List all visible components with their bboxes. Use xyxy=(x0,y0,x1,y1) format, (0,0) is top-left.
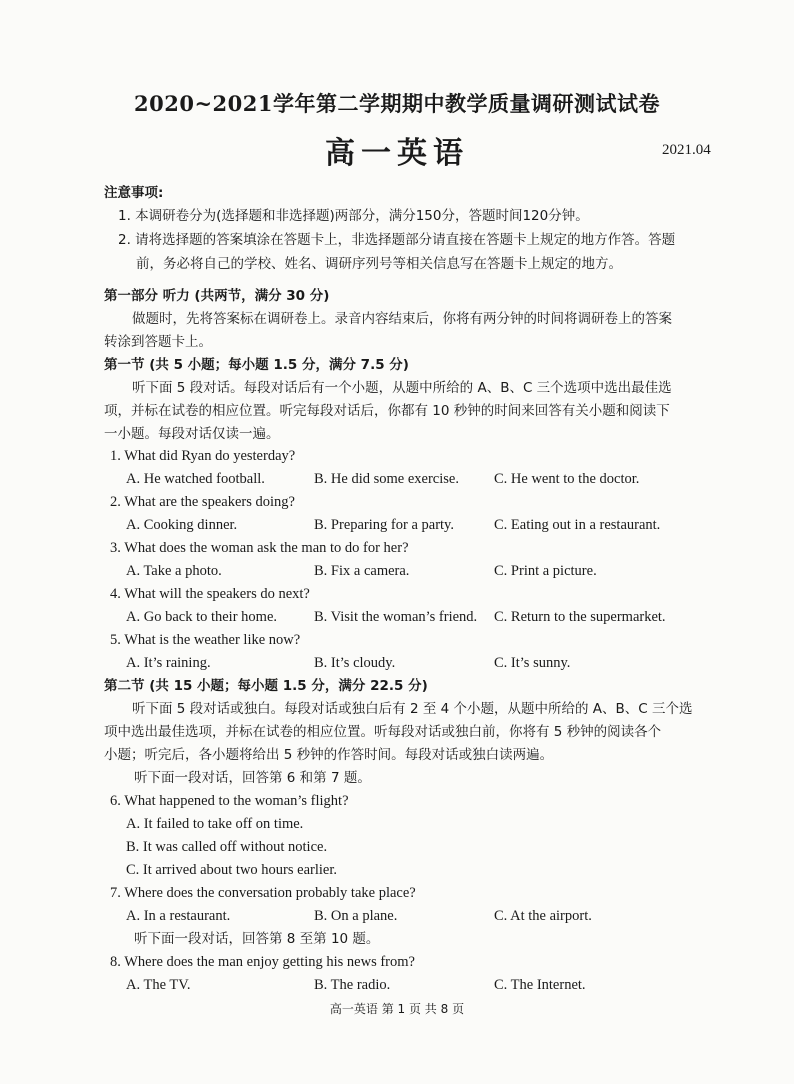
question-2-option-b: B. Preparing for a party. xyxy=(314,517,454,533)
page-footer: 高一英语 第 1 页 共 8 页 xyxy=(329,1002,465,1016)
section1-instruction-line-2: 项，并标在试卷的相应位置。听完每段对话后，你都有 10 秒钟的时间来回答有关小题和阅读下 xyxy=(104,403,670,419)
exam-date: 2021.04 xyxy=(662,142,711,158)
dialog-1-instruction: 听下面一段对话，回答第 6 和第 7 题。 xyxy=(134,770,371,786)
section2-instruction-line-2: 项中选出最佳选项，并标在试卷的相应位置。听每段对话或独白前，你将有 5 秒钟的阅读各个 xyxy=(104,724,662,740)
question-1-stem: 1. What did Ryan do yesterday? xyxy=(110,448,296,464)
question-5-option-b: B. It’s cloudy. xyxy=(314,655,396,671)
question-4-option-a: A. Go back to their home. xyxy=(126,609,278,625)
section1-instruction-line-1: 听下面 5 段对话。每段对话后有一个小题，从题中所给的 A、B、C 三个选项中选出最佳选 xyxy=(132,380,672,396)
question-6-option-b: B. It was called off without notice. xyxy=(126,839,328,855)
question-6-option-a: A. It failed to take off on time. xyxy=(126,816,304,832)
subject-title: 高一英语 xyxy=(325,136,469,171)
question-8-option-a: A. The TV. xyxy=(126,977,191,993)
question-7-option-b: B. On a plane. xyxy=(314,908,398,924)
question-5-stem: 5. What is the weather like now? xyxy=(110,632,301,648)
part1-heading: 第一部分 听力 (共两节，满分 30 分) xyxy=(104,288,330,304)
section2-instruction-line-3: 小题；听完后，各小题将给出 5 秒钟的作答时间。每段对话或独白读两遍。 xyxy=(104,747,554,763)
question-3-option-c: C. Print a picture. xyxy=(494,563,597,579)
question-8-stem: 8. Where does the man enjoy getting his news from? xyxy=(110,954,415,970)
question-1-option-b: B. He did some exercise. xyxy=(314,471,459,487)
section1-instruction-line-3: 一小题。每段对话仅读一遍。 xyxy=(104,426,280,442)
question-4-option-b: B. Visit the woman’s friend. xyxy=(314,609,478,625)
notes-item-2-line-1: 2. 请将选择题的答案填涂在答题卡上，非选择题部分请直接在答题卡上规定的地方作答。答题 xyxy=(118,232,676,248)
question-2-option-c: C. Eating out in a restaurant. xyxy=(494,517,661,533)
dialog-2-instruction: 听下面一段对话，回答第 8 至第 10 题。 xyxy=(134,931,380,947)
question-8-option-c: C. The Internet. xyxy=(494,977,586,993)
question-7-option-a: A. In a restaurant. xyxy=(126,908,231,924)
question-7-stem: 7. Where does the conversation probably take place? xyxy=(110,885,416,901)
question-4-stem: 4. What will the speakers do next? xyxy=(110,586,310,602)
section2-heading: 第二节 (共 15 小题；每小题 1.5 分，满分 22.5 分) xyxy=(104,678,428,694)
question-5-option-c: C. It’s sunny. xyxy=(494,655,571,671)
question-1-option-c: C. He went to the doctor. xyxy=(494,471,640,487)
question-2-stem: 2. What are the speakers doing? xyxy=(110,494,295,510)
notes-item-2-line-2: 前，务必将自己的学校、姓名、调研序列号等相关信息写在答题卡上规定的地方。 xyxy=(136,256,622,272)
notes-heading: 注意事项: xyxy=(104,185,164,201)
part1-instruction-line-2: 转涂到答题卡上。 xyxy=(104,334,212,350)
question-5-option-a: A. It’s raining. xyxy=(126,655,211,671)
section1-heading: 第一节 (共 5 小题；每小题 1.5 分，满分 7.5 分) xyxy=(104,357,409,373)
question-2-option-a: A. Cooking dinner. xyxy=(126,517,238,533)
question-4-option-c: C. Return to the supermarket. xyxy=(494,609,666,625)
exam-title: 2020~2021学年第二学期期中教学质量调研测试试卷 xyxy=(134,91,660,116)
question-3-stem: 3. What does the woman ask the man to do for her? xyxy=(110,540,409,556)
question-3-option-b: B. Fix a camera. xyxy=(314,563,410,579)
question-8-option-b: B. The radio. xyxy=(314,977,391,993)
question-6-stem: 6. What happened to the woman’s flight? xyxy=(110,793,349,809)
notes-item-1: 1. 本调研卷分为(选择题和非选择题)两部分，满分150分，答题时间120分钟。 xyxy=(118,208,589,224)
question-7-option-c: C. At the airport. xyxy=(494,908,592,924)
question-6-option-c: C. It arrived about two hours earlier. xyxy=(126,862,337,878)
question-1-option-a: A. He watched football. xyxy=(126,471,265,487)
question-3-option-a: A. Take a photo. xyxy=(126,563,222,579)
part1-instruction-line-1: 做题时，先将答案标在调研卷上。录音内容结束后，你将有两分钟的时间将调研卷上的答案 xyxy=(132,311,672,327)
section2-instruction-line-1: 听下面 5 段对话或独白。每段对话或独白后有 2 至 4 个小题，从题中所给的 A、B、C 三个选 xyxy=(132,701,693,717)
